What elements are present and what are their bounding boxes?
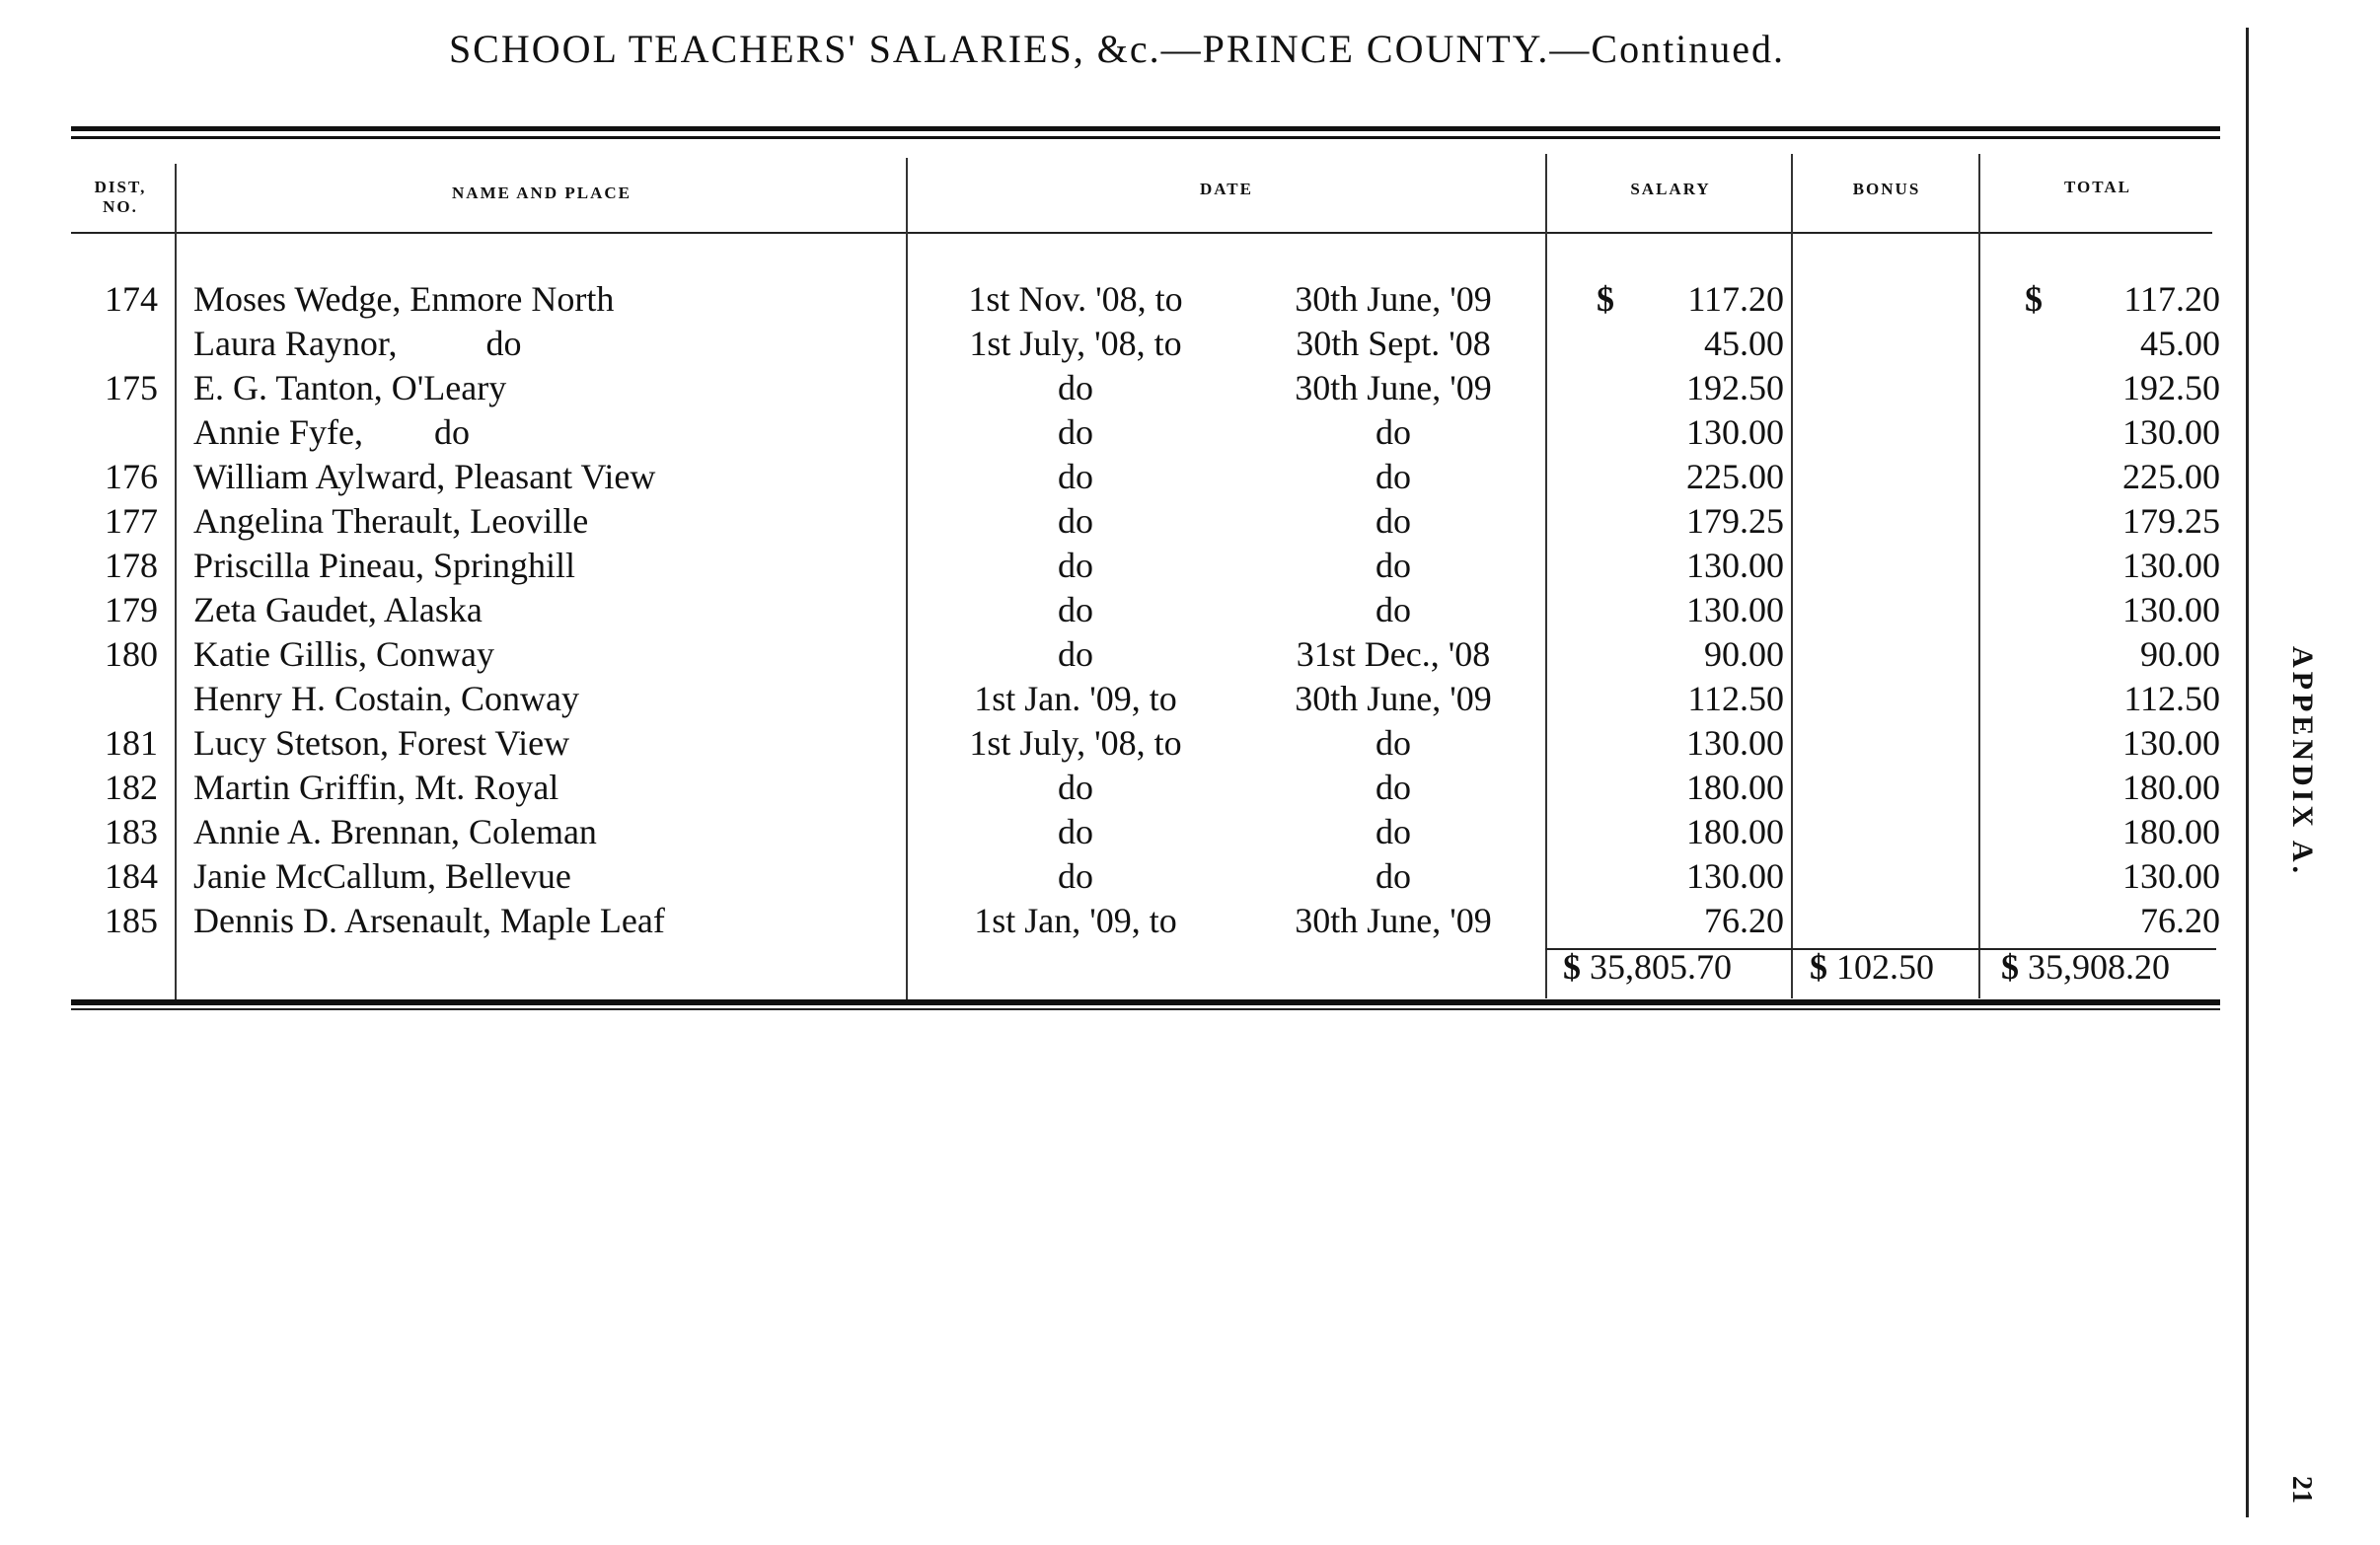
- header-total: TOTAL: [2064, 178, 2131, 196]
- date-from: 1st July, '08, to: [969, 723, 1182, 763]
- total-value: 179.25: [2122, 501, 2220, 541]
- dist-no: 178: [105, 546, 158, 585]
- date-to: do: [1376, 412, 1411, 452]
- date-from: do: [1058, 457, 1093, 496]
- date-to: 30th June, '09: [1295, 368, 1492, 407]
- name-place: Henry H. Costain, Conway: [193, 679, 579, 718]
- salary-value: 76.20: [1704, 901, 1784, 940]
- date-from: 1st Jan. '09, to: [974, 679, 1177, 718]
- total-value: 117.20: [2123, 279, 2220, 319]
- page-number: 21: [2286, 1476, 2317, 1504]
- date-from: 1st Jan, '09, to: [974, 901, 1177, 940]
- total-value: 130.00: [2122, 412, 2220, 452]
- name-place: Martin Griffin, Mt. Royal: [193, 768, 559, 807]
- name-place: Annie A. Brennan, Coleman: [193, 812, 597, 851]
- dist-no: 183: [105, 812, 158, 851]
- table-row: [0, 455, 2230, 499]
- total-value: 130.00: [2122, 723, 2220, 763]
- total-value: 180.00: [2122, 812, 2220, 851]
- total-salary-value: 35,805.70: [1590, 947, 1732, 987]
- name-place: Lucy Stetson, Forest View: [193, 723, 570, 763]
- date-from: do: [1058, 812, 1093, 851]
- date-from: do: [1058, 368, 1093, 407]
- salary-value: 225.00: [1686, 457, 1784, 496]
- header-name: NAME AND PLACE: [452, 184, 632, 202]
- name-place: Janie McCallum, Bellevue: [193, 856, 571, 896]
- date-to: do: [1376, 590, 1411, 629]
- table-row: [0, 277, 2230, 322]
- salary-value: 130.00: [1686, 412, 1784, 452]
- appendix-label: APPENDIX A.: [2286, 646, 2319, 878]
- header-date: DATE: [1200, 180, 1253, 198]
- table-row: [0, 766, 2230, 810]
- header-dist: [71, 178, 170, 217]
- top-double-rule-lower: [71, 136, 2220, 139]
- total-bonus: [1810, 945, 1934, 990]
- date-from: do: [1058, 412, 1093, 452]
- name-place: Angelina Therault, Leoville: [193, 501, 589, 541]
- total-value: 45.00: [2140, 324, 2220, 363]
- date-from: do: [1058, 590, 1093, 629]
- page-title: SCHOOL TEACHERS' SALARIES, &c.—PRINCE COUNTY.—Continued.: [448, 27, 1786, 71]
- total-salary: [1563, 945, 1732, 990]
- name-place: E. G. Tanton, O'Leary: [193, 368, 507, 407]
- date-to: do: [1376, 546, 1411, 585]
- date-to: do: [1376, 501, 1411, 541]
- date-to: do: [1376, 457, 1411, 496]
- salary-value: 180.00: [1686, 812, 1784, 851]
- top-double-rule: [71, 126, 2220, 131]
- name-place: Laura Raynor, do: [193, 324, 522, 363]
- salary-value: 130.00: [1686, 546, 1784, 585]
- total-value: 225.00: [2122, 457, 2220, 496]
- dist-no: 175: [105, 368, 158, 407]
- table-row: [0, 410, 2230, 455]
- name-place: William Aylward, Pleasant View: [193, 457, 656, 496]
- name-place: Annie Fyfe, do: [193, 412, 470, 452]
- salary-value: 45.00: [1704, 324, 1784, 363]
- date-from: 1st Nov. '08, to: [968, 279, 1183, 319]
- total-salary-currency: $: [1563, 947, 1581, 987]
- date-to: 30th Sept. '08: [1296, 324, 1491, 363]
- bottom-rule-lower: [71, 1008, 2220, 1010]
- dist-no: 182: [105, 768, 158, 807]
- total-value: 76.20: [2140, 901, 2220, 940]
- date-to: do: [1376, 812, 1411, 851]
- date-from: do: [1058, 501, 1093, 541]
- right-margin-rule: [2246, 28, 2249, 1517]
- dist-no: 185: [105, 901, 158, 940]
- table-row: [0, 721, 2230, 766]
- total-value: 90.00: [2140, 634, 2220, 674]
- header-dist-line1: DIST,: [94, 178, 147, 196]
- total-value: 112.50: [2123, 679, 2220, 718]
- table-row: [0, 544, 2230, 588]
- dist-no: 177: [105, 501, 158, 541]
- table-row: [0, 366, 2230, 410]
- date-to: do: [1376, 723, 1411, 763]
- date-from: 1st July, '08, to: [969, 324, 1182, 363]
- table-row: [0, 588, 2230, 632]
- date-to: do: [1376, 768, 1411, 807]
- total-value: 130.00: [2122, 546, 2220, 585]
- date-to: 31st Dec., '08: [1296, 634, 1491, 674]
- date-from: do: [1058, 856, 1093, 896]
- salary-value: 179.25: [1686, 501, 1784, 541]
- total-grand: [2001, 945, 2170, 990]
- total-bonus-currency: $: [1810, 947, 1827, 987]
- table-row: [0, 677, 2230, 721]
- dist-no: 180: [105, 634, 158, 674]
- salary-value: 112.50: [1687, 679, 1784, 718]
- table-row: [0, 899, 2230, 943]
- date-from: do: [1058, 634, 1093, 674]
- name-place: Katie Gillis, Conway: [193, 634, 494, 674]
- total-currency: $: [2025, 279, 2043, 319]
- total-value: 130.00: [2122, 590, 2220, 629]
- salary-currency: $: [1597, 279, 1614, 319]
- bottom-rule: [71, 999, 2220, 1005]
- name-place: Zeta Gaudet, Alaska: [193, 590, 483, 629]
- name-place: Dennis D. Arsenault, Maple Leaf: [193, 901, 665, 940]
- header-salary: SALARY: [1630, 180, 1711, 198]
- date-to: 30th June, '09: [1295, 901, 1492, 940]
- total-value: 180.00: [2122, 768, 2220, 807]
- salary-value: 130.00: [1686, 856, 1784, 896]
- dist-no: 184: [105, 856, 158, 896]
- total-grand-currency: $: [2001, 947, 2019, 987]
- dist-no: 174: [105, 279, 158, 319]
- date-to: do: [1376, 856, 1411, 896]
- salary-value: 130.00: [1686, 590, 1784, 629]
- table-row: [0, 322, 2230, 366]
- salary-value: 130.00: [1686, 723, 1784, 763]
- date-from: do: [1058, 546, 1093, 585]
- table-row: [0, 854, 2230, 899]
- name-place: Priscilla Pineau, Springhill: [193, 546, 575, 585]
- table-row: [0, 632, 2230, 677]
- dist-no: 176: [105, 457, 158, 496]
- date-to: 30th June, '09: [1295, 679, 1492, 718]
- table-row: [0, 499, 2230, 544]
- header-bonus: BONUS: [1852, 180, 1921, 198]
- salary-value: 117.20: [1687, 279, 1784, 319]
- total-value: 130.00: [2122, 856, 2220, 896]
- salary-value: 192.50: [1686, 368, 1784, 407]
- dist-no: 179: [105, 590, 158, 629]
- dist-no: 181: [105, 723, 158, 763]
- total-grand-value: 35,908.20: [2028, 947, 2170, 987]
- salary-value: 180.00: [1686, 768, 1784, 807]
- total-value: 192.50: [2122, 368, 2220, 407]
- date-to: 30th June, '09: [1295, 279, 1492, 319]
- name-place: Moses Wedge, Enmore North: [193, 279, 615, 319]
- table-row: [0, 810, 2230, 854]
- total-bonus-value: 102.50: [1836, 947, 1934, 987]
- date-from: do: [1058, 768, 1093, 807]
- header-rule: [71, 232, 2212, 234]
- salary-value: 90.00: [1704, 634, 1784, 674]
- header-dist-line2: NO.: [103, 197, 138, 216]
